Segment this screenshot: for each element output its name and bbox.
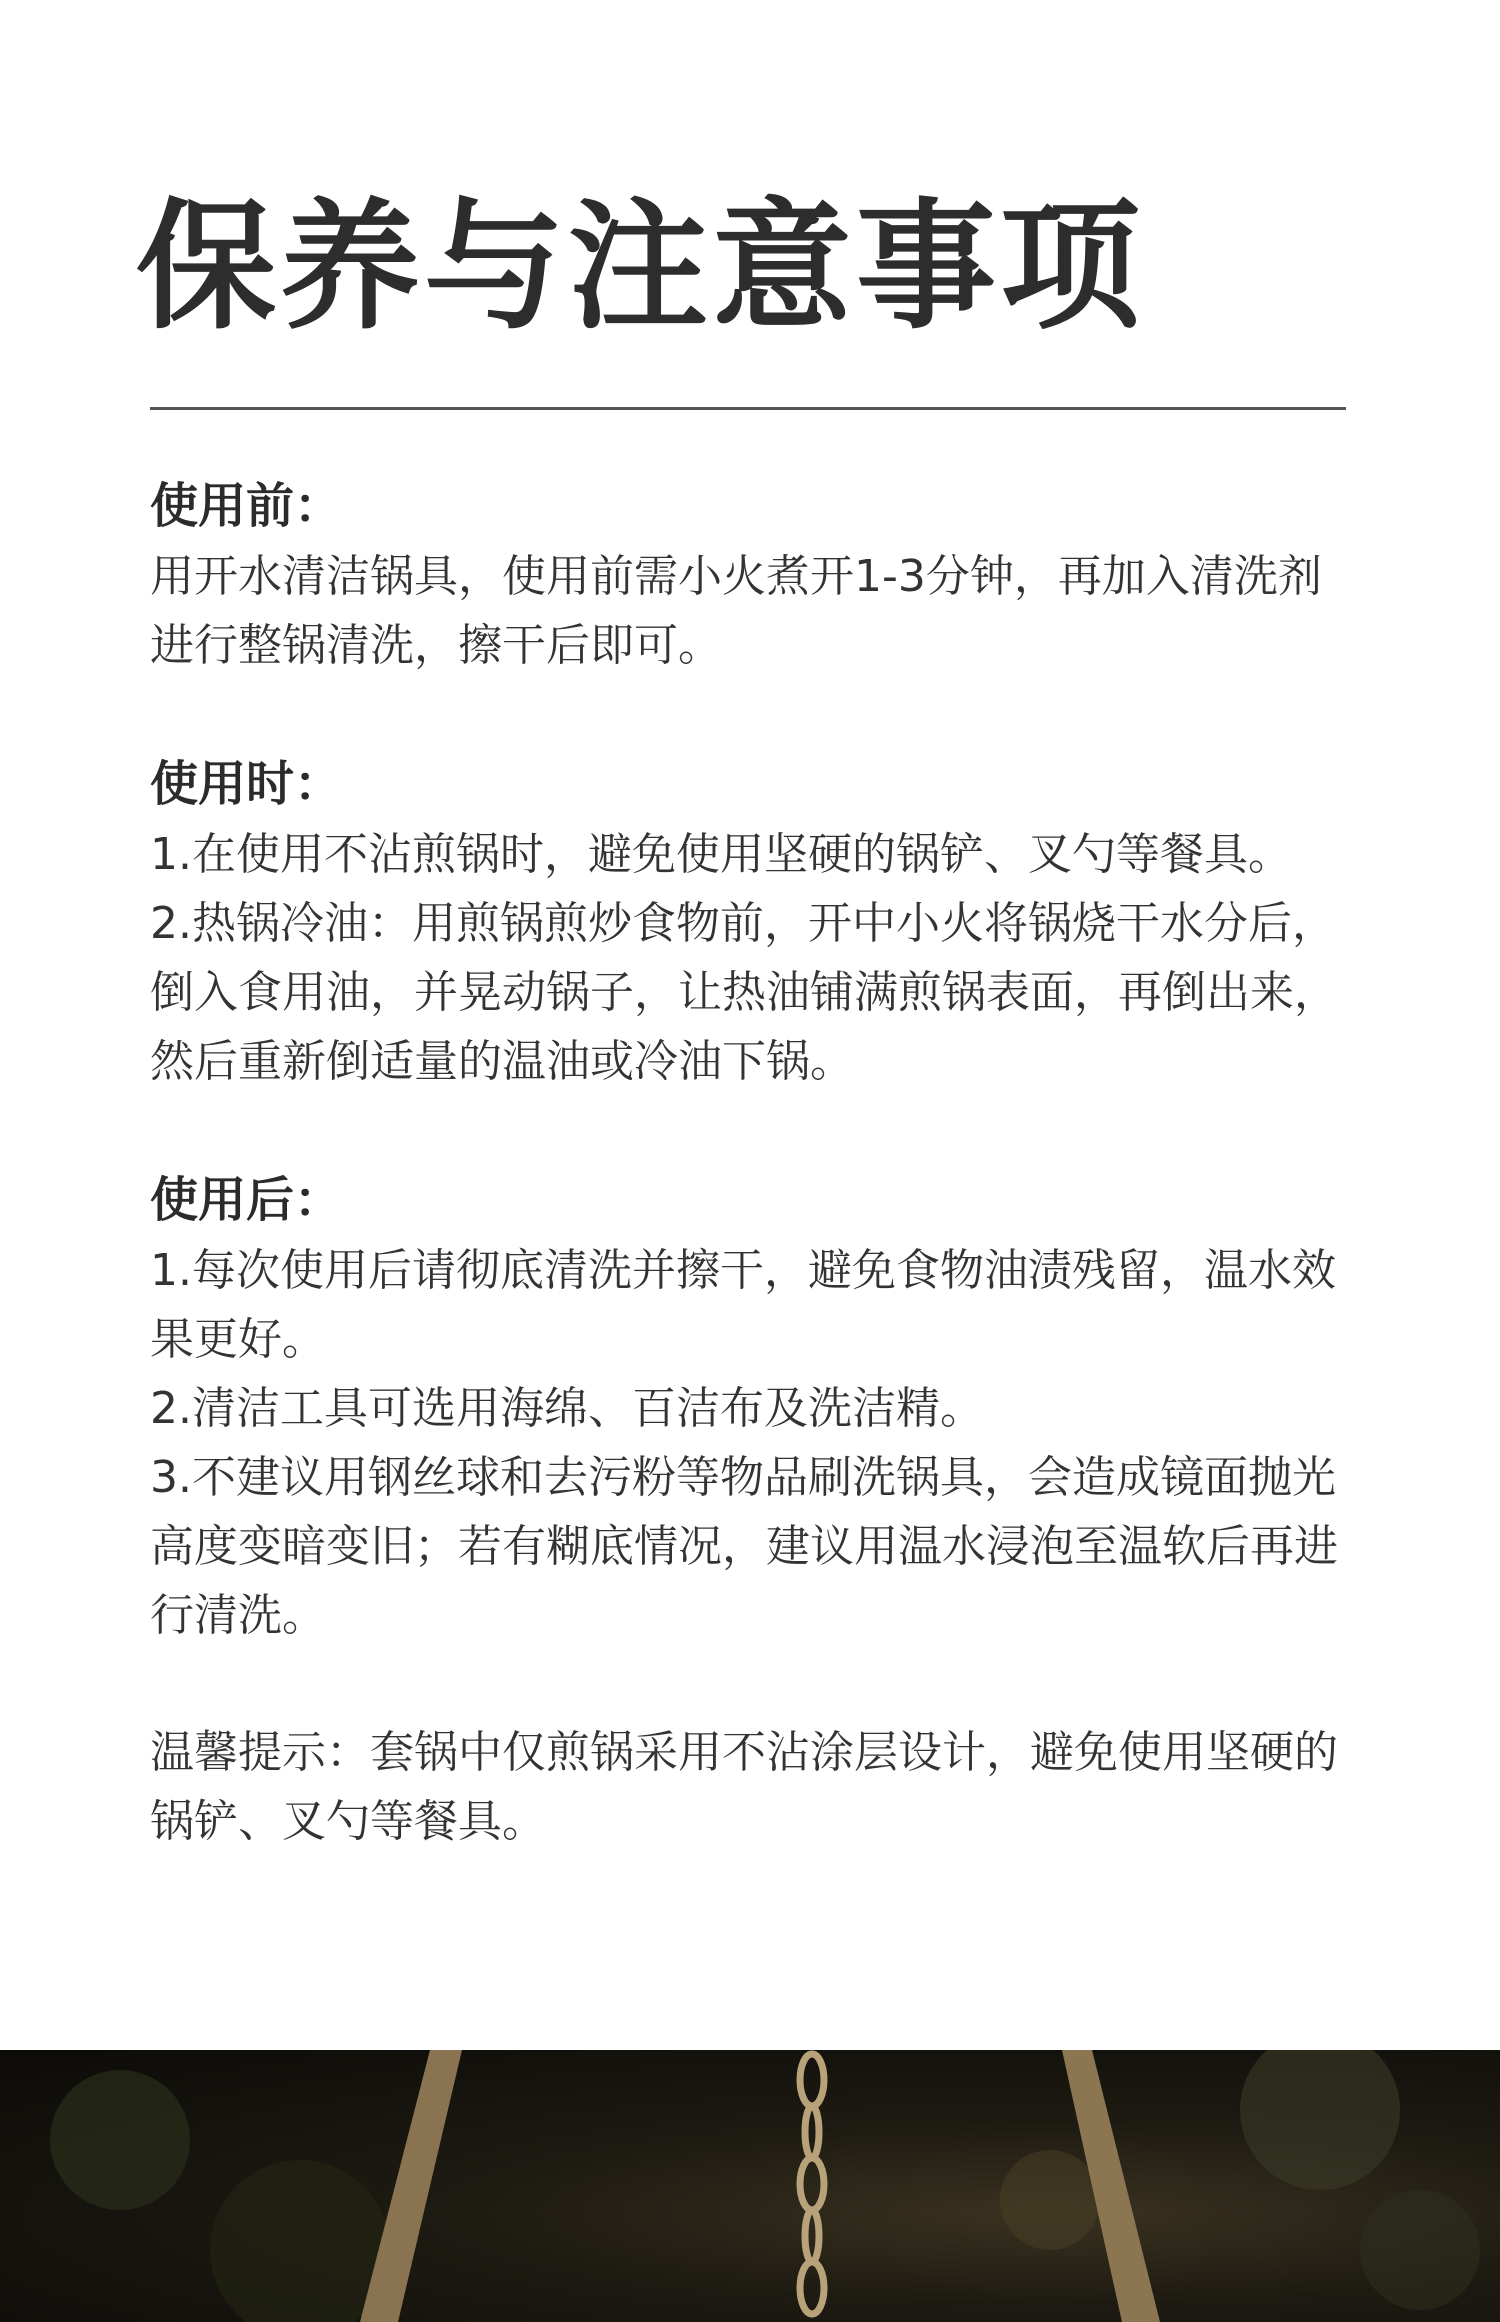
section-before-use bbox=[150, 470, 1350, 680]
section-during-use bbox=[150, 748, 1350, 1096]
section-paragraph: 3.不建议用钢丝球和去污粉等物品刷洗锅具，会造成镜面抛光高度变暗变旧；若有糊底情况，建议用温水浸泡至温软后再进行清洗。 bbox=[150, 1452, 1338, 1641]
warm-tip: 温馨提示：套锅中仅煎锅采用不沾涂层设计，避免使用坚硬的锅铲、叉勺等餐具。 bbox=[150, 1727, 1338, 1847]
section-paragraph: 1.每次使用后请彻底清洗并擦干，避免食物油渍残留，温水效果更好。 bbox=[150, 1245, 1336, 1365]
section-paragraph: 1.在使用不沾煎锅时，避免使用坚硬的锅铲、叉勺等餐具。 bbox=[150, 829, 1292, 880]
camping-photo bbox=[0, 2050, 1500, 2322]
section-paragraph: 用开水清洁锅具，使用前需小火煮开1-3分钟，再加入清洗剂进行整锅清洗，擦干后即可。 bbox=[150, 551, 1322, 671]
section-after-use bbox=[150, 1164, 1350, 1650]
section-heading: 使用前： bbox=[150, 478, 343, 534]
section-heading: 使用后： bbox=[150, 1172, 343, 1228]
page-title: 保养与注意事项 bbox=[136, 186, 1145, 349]
section-paragraph: 2.热锅冷油：用煎锅煎炒食物前，开中小火将锅烧干水分后，倒入食用油，并晃动锅子，让热油铺满煎锅表面，再倒出来，然后重新倒适量的温油或冷油下锅。 bbox=[150, 898, 1338, 1087]
section-heading: 使用时： bbox=[150, 756, 343, 812]
instructions-content bbox=[150, 470, 1350, 1856]
title-divider bbox=[150, 407, 1346, 410]
section-paragraph: 2.清洁工具可选用海绵、百洁布及洗洁精。 bbox=[150, 1383, 984, 1434]
tripod-chain-illustration bbox=[0, 2050, 1500, 2322]
